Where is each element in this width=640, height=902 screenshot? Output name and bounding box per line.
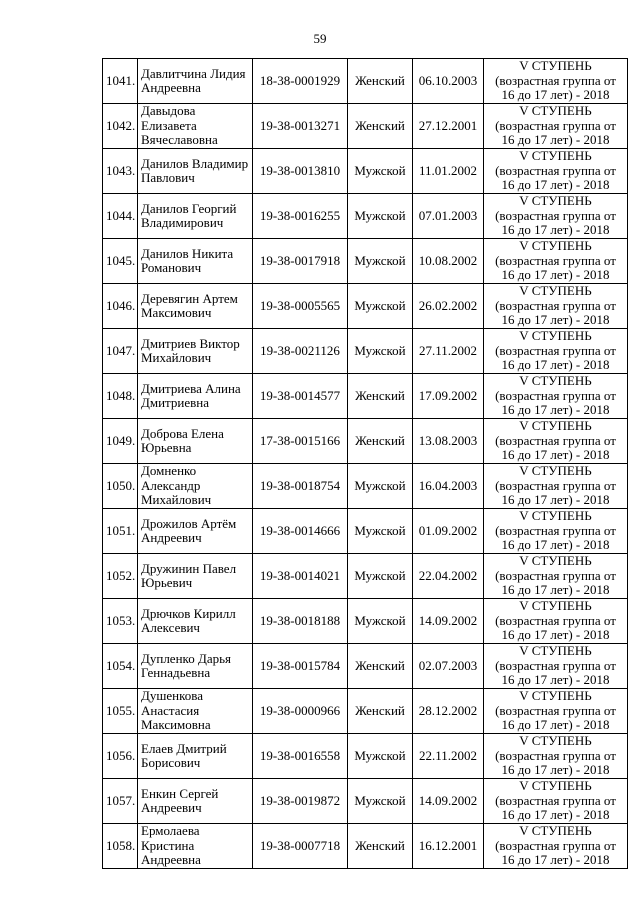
participant-gender: Женский — [348, 374, 413, 419]
participant-gender: Мужской — [348, 734, 413, 779]
birth-date: 14.09.2002 — [413, 779, 484, 824]
row-number: 1045. — [103, 239, 138, 284]
stage-cell: V СТУПЕНЬ (возрастная группа от 16 до 17 лет) - 2018 — [484, 419, 628, 464]
table-row — [103, 149, 628, 194]
birth-date: 22.04.2002 — [413, 554, 484, 599]
row-number: 1057. — [103, 779, 138, 824]
participant-name: Дружинин Павел Юрьевич — [138, 554, 253, 599]
row-number: 1041. — [103, 59, 138, 104]
participant-name: Енкин Сергей Андреевич — [138, 779, 253, 824]
stage-cell: V СТУПЕНЬ (возрастная группа от 16 до 17 лет) - 2018 — [484, 284, 628, 329]
stage-cell: V СТУПЕНЬ (возрастная группа от 16 до 17 лет) - 2018 — [484, 374, 628, 419]
participant-name: Давыдова Елизавета Вячеславовна — [138, 104, 253, 149]
row-number: 1054. — [103, 644, 138, 689]
birth-date: 16.04.2003 — [413, 464, 484, 509]
birth-date: 13.08.2003 — [413, 419, 484, 464]
birth-date: 27.11.2002 — [413, 329, 484, 374]
participant-name: Давлитчина Лидия Андреевна — [138, 59, 253, 104]
participant-gender: Женский — [348, 644, 413, 689]
table-row — [103, 419, 628, 464]
table-row — [103, 329, 628, 374]
birth-date: 26.02.2002 — [413, 284, 484, 329]
participant-id: 19-38-0017918 — [253, 239, 348, 284]
participant-id: 19-38-0016255 — [253, 194, 348, 239]
participant-gender: Мужской — [348, 599, 413, 644]
row-number: 1052. — [103, 554, 138, 599]
participant-name: Дупленко Дарья Геннадьевна — [138, 644, 253, 689]
row-number: 1044. — [103, 194, 138, 239]
row-number: 1043. — [103, 149, 138, 194]
table-row — [103, 374, 628, 419]
row-number: 1058. — [103, 824, 138, 869]
birth-date: 16.12.2001 — [413, 824, 484, 869]
stage-cell: V СТУПЕНЬ (возрастная группа от 16 до 17 лет) - 2018 — [484, 689, 628, 734]
participant-name: Ермолаева Кристина Андреевна — [138, 824, 253, 869]
participant-id: 19-38-0014666 — [253, 509, 348, 554]
birth-date: 02.07.2003 — [413, 644, 484, 689]
participant-id: 19-38-0019872 — [253, 779, 348, 824]
participant-gender: Мужской — [348, 329, 413, 374]
stage-cell: V СТУПЕНЬ (возрастная группа от 16 до 17 лет) - 2018 — [484, 734, 628, 779]
table-row — [103, 104, 628, 149]
stage-cell: V СТУПЕНЬ (возрастная группа от 16 до 17 лет) - 2018 — [484, 644, 628, 689]
birth-date: 11.01.2002 — [413, 149, 484, 194]
table-row — [103, 464, 628, 509]
participant-gender: Мужской — [348, 194, 413, 239]
stage-cell: V СТУПЕНЬ (возрастная группа от 16 до 17 лет) - 2018 — [484, 599, 628, 644]
row-number: 1050. — [103, 464, 138, 509]
participant-id: 19-38-0021126 — [253, 329, 348, 374]
stage-cell: V СТУПЕНЬ (возрастная группа от 16 до 17 лет) - 2018 — [484, 554, 628, 599]
row-number: 1042. — [103, 104, 138, 149]
participant-id: 19-38-0014577 — [253, 374, 348, 419]
participant-id: 19-38-0016558 — [253, 734, 348, 779]
table-row — [103, 779, 628, 824]
birth-date: 06.10.2003 — [413, 59, 484, 104]
table-row — [103, 194, 628, 239]
participant-name: Деревягин Артем Максимович — [138, 284, 253, 329]
stage-cell: V СТУПЕНЬ (возрастная группа от 16 до 17 лет) - 2018 — [484, 329, 628, 374]
participant-name: Дрожилов Артём Андреевич — [138, 509, 253, 554]
birth-date: 07.01.2003 — [413, 194, 484, 239]
participant-name: Дрючков Кирилл Алексевич — [138, 599, 253, 644]
birth-date: 14.09.2002 — [413, 599, 484, 644]
table-row — [103, 284, 628, 329]
table-row — [103, 599, 628, 644]
birth-date: 01.09.2002 — [413, 509, 484, 554]
birth-date: 22.11.2002 — [413, 734, 484, 779]
participant-gender: Женский — [348, 689, 413, 734]
row-number: 1051. — [103, 509, 138, 554]
participant-gender: Женский — [348, 824, 413, 869]
stage-cell: V СТУПЕНЬ (возрастная группа от 16 до 17 лет) - 2018 — [484, 104, 628, 149]
participant-id: 19-38-0007718 — [253, 824, 348, 869]
table-row — [103, 509, 628, 554]
participant-id: 19-38-0018188 — [253, 599, 348, 644]
participant-id: 19-38-0013810 — [253, 149, 348, 194]
participant-name: Елаев Дмитрий Борисович — [138, 734, 253, 779]
stage-cell: V СТУПЕНЬ (возрастная группа от 16 до 17 лет) - 2018 — [484, 509, 628, 554]
stage-cell: V СТУПЕНЬ (возрастная группа от 16 до 17 лет) - 2018 — [484, 149, 628, 194]
row-number: 1047. — [103, 329, 138, 374]
participant-name: Доброва Елена Юрьевна — [138, 419, 253, 464]
row-number: 1056. — [103, 734, 138, 779]
participant-name: Дмитриев Виктор Михайлович — [138, 329, 253, 374]
participant-gender: Мужской — [348, 464, 413, 509]
table-row — [103, 239, 628, 284]
participant-name: Данилов Георгий Владимирович — [138, 194, 253, 239]
participant-gender: Мужской — [348, 554, 413, 599]
row-number: 1046. — [103, 284, 138, 329]
birth-date: 10.08.2002 — [413, 239, 484, 284]
participant-gender: Мужской — [348, 509, 413, 554]
participants-table — [102, 58, 628, 869]
birth-date: 27.12.2001 — [413, 104, 484, 149]
participants-table-body — [103, 59, 628, 869]
participant-gender: Мужской — [348, 149, 413, 194]
row-number: 1049. — [103, 419, 138, 464]
participant-gender: Женский — [348, 104, 413, 149]
participant-name: Душенкова Анастасия Максимовна — [138, 689, 253, 734]
participant-id: 17-38-0015166 — [253, 419, 348, 464]
participant-id: 19-38-0015784 — [253, 644, 348, 689]
participant-id: 19-38-0013271 — [253, 104, 348, 149]
participant-gender: Женский — [348, 59, 413, 104]
stage-cell: V СТУПЕНЬ (возрастная группа от 16 до 17 лет) - 2018 — [484, 824, 628, 869]
participant-gender: Мужской — [348, 284, 413, 329]
participant-name: Данилов Владимир Павлович — [138, 149, 253, 194]
table-row — [103, 554, 628, 599]
stage-cell: V СТУПЕНЬ (возрастная группа от 16 до 17 лет) - 2018 — [484, 194, 628, 239]
stage-cell: V СТУПЕНЬ (возрастная группа от 16 до 17 лет) - 2018 — [484, 779, 628, 824]
row-number: 1053. — [103, 599, 138, 644]
birth-date: 17.09.2002 — [413, 374, 484, 419]
table-row — [103, 59, 628, 104]
participant-id: 19-38-0014021 — [253, 554, 348, 599]
table-row — [103, 644, 628, 689]
stage-cell: V СТУПЕНЬ (возрастная группа от 16 до 17 лет) - 2018 — [484, 239, 628, 284]
stage-cell: V СТУПЕНЬ (возрастная группа от 16 до 17 лет) - 2018 — [484, 59, 628, 104]
table-row — [103, 734, 628, 779]
participant-name: Данилов Никита Романович — [138, 239, 253, 284]
participant-gender: Мужской — [348, 779, 413, 824]
page-number: 59 — [313, 31, 327, 46]
participant-name: Дмитриева Алина Дмитриевна — [138, 374, 253, 419]
participant-id: 19-38-0018754 — [253, 464, 348, 509]
row-number: 1055. — [103, 689, 138, 734]
stage-cell: V СТУПЕНЬ (возрастная группа от 16 до 17 лет) - 2018 — [484, 464, 628, 509]
participant-gender: Женский — [348, 419, 413, 464]
participant-id: 19-38-0000966 — [253, 689, 348, 734]
participant-id: 19-38-0005565 — [253, 284, 348, 329]
participant-id: 18-38-0001929 — [253, 59, 348, 104]
participant-name: Домненко Александр Михайлович — [138, 464, 253, 509]
table-row — [103, 824, 628, 869]
row-number: 1048. — [103, 374, 138, 419]
table-row — [103, 689, 628, 734]
birth-date: 28.12.2002 — [413, 689, 484, 734]
participant-gender: Мужской — [348, 239, 413, 284]
